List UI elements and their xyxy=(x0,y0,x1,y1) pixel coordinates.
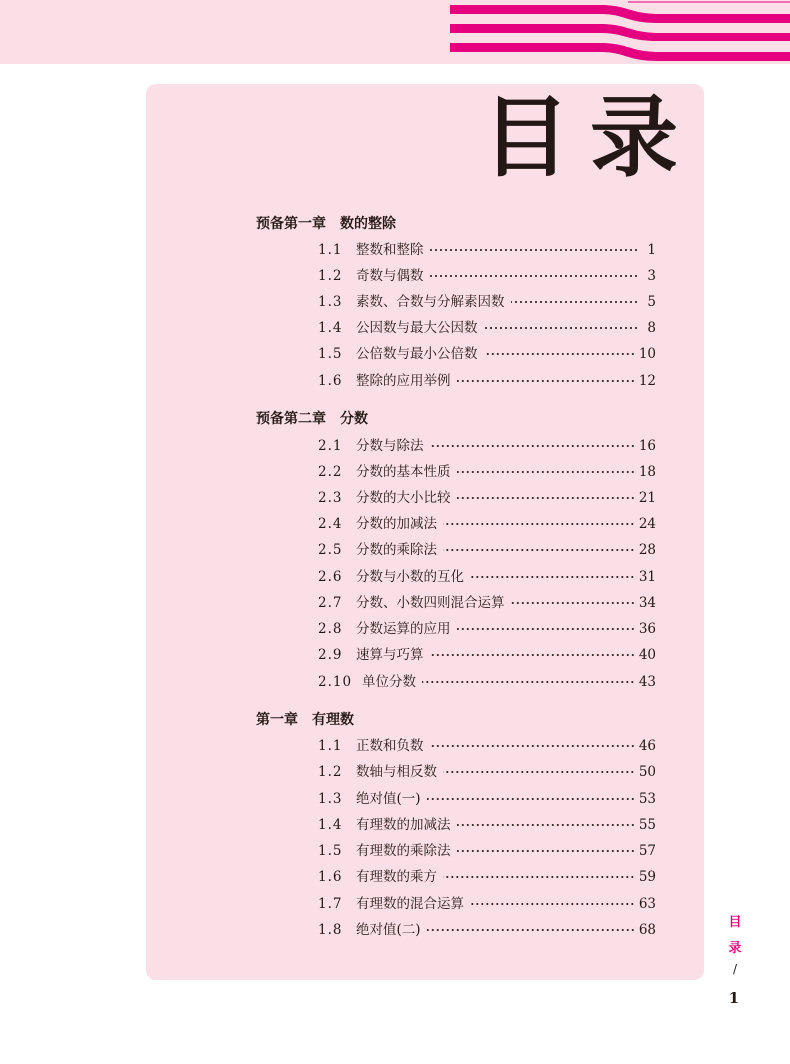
section-title: 分数的大小比较 xyxy=(356,490,451,506)
toc-entry[interactable] xyxy=(318,566,656,588)
toc-entry[interactable] xyxy=(318,788,656,810)
dot-leader xyxy=(457,380,635,382)
section-page: 24 xyxy=(638,516,656,532)
section-page: 57 xyxy=(638,843,656,859)
section-page: 28 xyxy=(638,542,656,558)
dot-leader xyxy=(457,824,635,826)
section-number: 1.6 xyxy=(318,373,343,389)
section-number: 1.1 xyxy=(318,242,343,258)
toc-entry[interactable] xyxy=(318,370,656,392)
dot-leader xyxy=(470,903,635,905)
section-page: 8 xyxy=(647,320,656,336)
toc-entry[interactable] xyxy=(318,919,656,941)
header-stripes-decoration xyxy=(450,0,790,64)
dot-leader xyxy=(457,471,635,473)
toc-entry[interactable] xyxy=(318,265,656,287)
chapter-label: 预备第二章 xyxy=(256,411,326,427)
toc-entry[interactable] xyxy=(318,343,656,365)
dot-leader xyxy=(457,850,635,852)
dot-leader xyxy=(430,249,639,251)
chapter-heading[interactable] xyxy=(256,408,368,430)
section-number: 1.5 xyxy=(318,843,343,859)
section-title: 分数与除法 xyxy=(356,438,424,454)
chapter-label: 预备第一章 xyxy=(256,216,326,232)
toc-entry[interactable] xyxy=(318,618,656,640)
toc-entry[interactable] xyxy=(318,513,656,535)
section-page: 40 xyxy=(638,647,656,663)
section-title: 分数的加减法 xyxy=(356,516,437,532)
side-tab-char: 目 xyxy=(728,915,742,930)
section-page: 68 xyxy=(638,922,656,938)
section-number: 1.4 xyxy=(318,320,343,336)
section-title: 分数、小数四则混合运算 xyxy=(356,595,505,611)
section-page: 12 xyxy=(638,373,656,389)
section-number: 1.3 xyxy=(318,791,343,807)
section-number: 1.5 xyxy=(318,346,343,362)
section-page: 59 xyxy=(638,869,656,885)
dot-leader xyxy=(470,576,635,578)
section-number: 1.1 xyxy=(318,738,343,754)
chapter-label: 第一章 xyxy=(256,712,298,728)
toc-entry[interactable] xyxy=(318,866,656,888)
section-page: 34 xyxy=(638,595,656,611)
dot-leader xyxy=(430,654,635,656)
section-title: 分数与小数的互化 xyxy=(356,569,464,585)
chapter-name: 数的整除 xyxy=(340,216,396,232)
section-number: 2.2 xyxy=(318,464,343,480)
section-number: 1.7 xyxy=(318,896,343,912)
section-page: 63 xyxy=(638,896,656,912)
dot-leader xyxy=(427,929,635,931)
section-title: 有理数的混合运算 xyxy=(356,896,464,912)
chapter-heading[interactable] xyxy=(256,709,354,731)
section-number: 1.2 xyxy=(318,764,343,780)
side-tab-slash: / xyxy=(732,962,738,976)
dot-leader xyxy=(457,497,635,499)
toc-entry[interactable] xyxy=(318,840,656,862)
section-title: 奇数与偶数 xyxy=(356,268,424,284)
section-number: 2.7 xyxy=(318,595,343,611)
toc-entry[interactable] xyxy=(318,893,656,915)
section-title: 整数和整除 xyxy=(356,242,424,258)
section-title: 有理数的乘除法 xyxy=(356,843,451,859)
chapter-name: 有理数 xyxy=(312,712,354,728)
dot-leader xyxy=(430,445,635,447)
side-section-tab xyxy=(724,910,746,976)
toc-entry[interactable] xyxy=(318,671,656,693)
section-title: 绝对值(二) xyxy=(356,922,421,938)
section-number: 2.4 xyxy=(318,516,343,532)
dot-leader xyxy=(511,602,635,604)
toc-entry[interactable] xyxy=(318,539,656,561)
section-page: 55 xyxy=(638,817,656,833)
page-title: 目录 xyxy=(482,86,699,189)
dot-leader xyxy=(430,745,635,747)
section-title: 单位分数 xyxy=(362,674,416,690)
section-page: 36 xyxy=(638,621,656,637)
section-title: 分数的基本性质 xyxy=(356,464,451,480)
dot-leader xyxy=(422,681,635,683)
section-page: 43 xyxy=(638,674,656,690)
section-page: 18 xyxy=(638,464,656,480)
dot-leader xyxy=(484,327,639,329)
dot-leader xyxy=(443,771,635,773)
section-page: 31 xyxy=(638,569,656,585)
section-number: 2.9 xyxy=(318,647,343,663)
section-number: 1.3 xyxy=(318,294,343,310)
section-number: 2.1 xyxy=(318,438,343,454)
toc-entry[interactable] xyxy=(318,291,656,313)
dot-leader xyxy=(484,353,635,355)
toc-entry[interactable] xyxy=(318,317,656,339)
section-page: 21 xyxy=(638,490,656,506)
section-number: 2.5 xyxy=(318,542,343,558)
section-title: 素数、合数与分解素因数 xyxy=(356,294,505,310)
section-number: 2.6 xyxy=(318,569,343,585)
toc-entry[interactable] xyxy=(318,461,656,483)
chapter-name: 分数 xyxy=(340,411,368,427)
dot-leader xyxy=(457,628,635,630)
dot-leader xyxy=(443,876,635,878)
section-page: 5 xyxy=(647,294,656,310)
page-number: 1 xyxy=(728,989,740,1007)
section-page: 16 xyxy=(638,438,656,454)
section-page: 10 xyxy=(638,346,656,362)
dot-leader xyxy=(427,798,635,800)
section-number: 1.6 xyxy=(318,869,343,885)
section-title: 速算与巧算 xyxy=(356,647,424,663)
section-title: 分数运算的应用 xyxy=(356,621,451,637)
section-title: 数轴与相反数 xyxy=(356,764,437,780)
toc-entry[interactable] xyxy=(318,644,656,666)
section-page: 3 xyxy=(647,268,656,284)
dot-leader xyxy=(443,523,635,525)
toc-entry[interactable] xyxy=(318,239,656,261)
section-number: 1.2 xyxy=(318,268,343,284)
section-page: 50 xyxy=(638,764,656,780)
section-title: 有理数的加减法 xyxy=(356,817,451,833)
section-page: 1 xyxy=(647,242,656,258)
toc-entry[interactable] xyxy=(318,487,656,509)
toc-entry[interactable] xyxy=(318,592,656,614)
section-title: 绝对值(一) xyxy=(356,791,421,807)
section-page: 46 xyxy=(638,738,656,754)
dot-leader xyxy=(443,549,635,551)
section-title: 有理数的乘方 xyxy=(356,869,437,885)
toc-entry[interactable] xyxy=(318,814,656,836)
toc-entry[interactable] xyxy=(318,735,656,757)
chapter-heading[interactable] xyxy=(256,213,396,235)
section-title: 公倍数与最小公倍数 xyxy=(356,346,478,362)
toc-entry[interactable] xyxy=(318,435,656,457)
section-number: 2.10 xyxy=(318,674,353,690)
side-tab-char: 录 xyxy=(728,941,742,956)
section-title: 整除的应用举例 xyxy=(356,373,451,389)
section-title: 分数的乘除法 xyxy=(356,542,437,558)
dot-leader xyxy=(511,301,639,303)
section-number: 2.8 xyxy=(318,621,343,637)
toc-entry[interactable] xyxy=(318,761,656,783)
dot-leader xyxy=(430,275,639,277)
section-page: 53 xyxy=(638,791,656,807)
section-number: 1.4 xyxy=(318,817,343,833)
section-number: 1.8 xyxy=(318,922,343,938)
section-title: 正数和负数 xyxy=(356,738,424,754)
section-number: 2.3 xyxy=(318,490,343,506)
section-title: 公因数与最大公因数 xyxy=(356,320,478,336)
